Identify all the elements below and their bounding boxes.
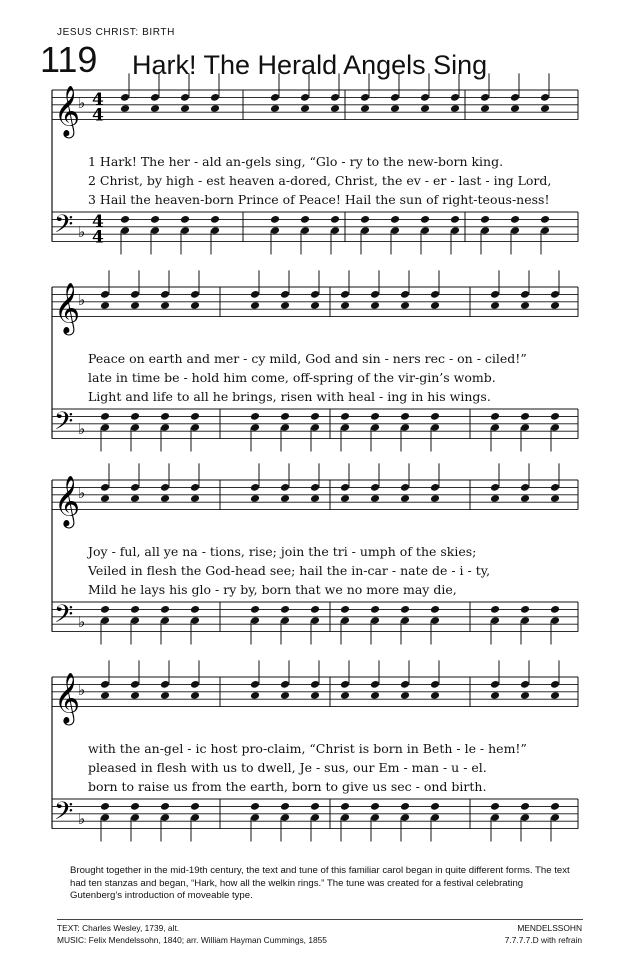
note-head	[370, 691, 380, 700]
note-head	[190, 691, 200, 700]
section-heading: JESUS CHRIST: BIRTH	[57, 27, 175, 38]
note-head	[160, 802, 170, 811]
lyric-line: Joy - ful, all ye na - tions, rise; join the tri - umph of the skies;	[88, 544, 477, 559]
note-head	[400, 605, 410, 614]
note-head	[520, 412, 530, 421]
note-head	[340, 802, 350, 811]
note-head	[490, 691, 500, 700]
note-head	[490, 412, 500, 421]
key-flat: ♭	[78, 223, 86, 242]
time-sig: 4	[92, 105, 104, 126]
tune-name: MENDELSSOHN	[517, 923, 582, 933]
note-head	[400, 691, 410, 700]
key-flat: ♭	[78, 93, 86, 112]
hymn-number: 119	[40, 39, 98, 80]
note-head	[330, 215, 340, 224]
note-head	[160, 494, 170, 503]
note-head	[520, 301, 530, 310]
note-head	[100, 605, 110, 614]
time-sig: 4	[92, 89, 104, 110]
hymn-title: Hark! The Herald Angels Sing	[132, 50, 488, 80]
note-head	[340, 301, 350, 310]
note-head	[250, 691, 260, 700]
note-head	[450, 215, 460, 224]
note-head	[130, 412, 140, 421]
credits	[57, 923, 327, 946]
note-head	[480, 104, 490, 113]
note-head	[550, 802, 560, 811]
note-head	[520, 494, 530, 503]
note-head	[550, 412, 560, 421]
note-head	[310, 691, 320, 700]
note-head	[160, 605, 170, 614]
note-head	[430, 691, 440, 700]
note-head	[400, 301, 410, 310]
note-head	[130, 691, 140, 700]
key-flat: ♭	[78, 290, 86, 309]
note-head	[100, 301, 110, 310]
note-head	[280, 494, 290, 503]
note-head	[340, 494, 350, 503]
key-flat: ♭	[78, 483, 86, 502]
note-head	[420, 104, 430, 113]
note-head	[270, 104, 280, 113]
treble-clef: 𝄞	[54, 282, 81, 334]
note-head	[400, 412, 410, 421]
note-head	[310, 802, 320, 811]
bass-clef: 𝄢	[54, 797, 74, 833]
note-head	[340, 605, 350, 614]
note-head	[130, 494, 140, 503]
note-head	[270, 215, 280, 224]
bass-clef: 𝄢	[54, 407, 74, 443]
note-head	[340, 412, 350, 421]
note-head	[490, 494, 500, 503]
lyric-line: 2 Christ, by high - est heaven a-dored, Christ, the ev - er - last - ing Lord,	[88, 173, 552, 188]
note-head	[430, 301, 440, 310]
note-head	[150, 215, 160, 224]
note-head	[490, 605, 500, 614]
note-head	[550, 301, 560, 310]
note-head	[100, 412, 110, 421]
bass-clef: 𝄢	[54, 210, 74, 246]
note-head	[310, 301, 320, 310]
meter: 7.7.7.7.D with refrain	[504, 934, 582, 945]
key-flat: ♭	[78, 680, 86, 699]
note-head	[360, 104, 370, 113]
note-head	[100, 802, 110, 811]
note-head	[100, 494, 110, 503]
note-head	[510, 104, 520, 113]
note-head	[430, 494, 440, 503]
note-head	[490, 802, 500, 811]
note-head	[160, 691, 170, 700]
note-head	[400, 494, 410, 503]
note-head	[150, 104, 160, 113]
bass-clef: 𝄢	[54, 600, 74, 636]
note-head	[280, 301, 290, 310]
time-sig: 4	[92, 211, 104, 232]
note-head	[330, 104, 340, 113]
note-head	[550, 605, 560, 614]
note-head	[370, 301, 380, 310]
note-head	[130, 802, 140, 811]
note-head	[210, 104, 220, 113]
lyric-line: Mild he lays his glo - ry by, born that we no more may die,	[88, 582, 457, 597]
music-credit: MUSIC: Felix Mendelssohn, 1840; arr. William Hayman Cummings, 1855	[57, 934, 327, 945]
lyric-line: 3 Hail the heaven-born Prince of Peace! Hail the sun of right-teous-ness!	[88, 192, 550, 207]
note-head	[430, 412, 440, 421]
note-head	[250, 301, 260, 310]
text-credit: TEXT: Charles Wesley, 1739, alt.	[57, 923, 180, 933]
note-head	[190, 494, 200, 503]
treble-clef: 𝄞	[54, 85, 81, 137]
note-head	[280, 412, 290, 421]
note-head	[160, 412, 170, 421]
note-head	[550, 691, 560, 700]
note-head	[390, 215, 400, 224]
note-head	[370, 802, 380, 811]
treble-clef: 𝄞	[54, 672, 81, 724]
note-head	[450, 104, 460, 113]
note-head	[390, 104, 400, 113]
note-head	[430, 605, 440, 614]
note-head	[550, 494, 560, 503]
lyrics-system-2	[88, 349, 527, 406]
lyric-line: Light and life to all he brings, risen with heal - ing in his wings.	[88, 389, 491, 404]
note-head	[250, 605, 260, 614]
note-head	[130, 605, 140, 614]
note-head	[190, 412, 200, 421]
note-head	[250, 802, 260, 811]
key-flat: ♭	[78, 810, 86, 829]
note-head	[160, 301, 170, 310]
footer-divider	[57, 919, 583, 920]
key-flat: ♭	[78, 420, 86, 439]
note-head	[190, 605, 200, 614]
note-head	[520, 802, 530, 811]
note-head	[420, 215, 430, 224]
time-sig: 4	[92, 227, 104, 248]
note-head	[180, 215, 190, 224]
lyric-line: with the an-gel - ic host pro-claim, “Christ is born in Beth - le - hem!”	[88, 741, 527, 756]
note-head	[540, 215, 550, 224]
note-head	[250, 494, 260, 503]
note-head	[120, 215, 130, 224]
historical-note: Brought together in the mid-19th century, the text and tune of this familiar carol began in quite different forms. The text had ten stanzas and began, “Hark, how all the welkin rings.” The tune was created for a festival celebrating Gutenberg’s introduction of moveable type.	[70, 865, 570, 901]
lyrics-system-4	[88, 739, 527, 796]
note-head	[190, 802, 200, 811]
note-head	[210, 215, 220, 224]
note-head	[180, 104, 190, 113]
note-head	[370, 412, 380, 421]
treble-clef: 𝄞	[54, 475, 81, 527]
note-head	[280, 605, 290, 614]
note-head	[250, 412, 260, 421]
note-head	[100, 691, 110, 700]
lyrics-system-3	[88, 542, 490, 599]
note-head	[280, 691, 290, 700]
lyric-line: Peace on earth and mer - cy mild, God and sin - ners rec - on - ciled!”	[88, 351, 527, 366]
note-head	[480, 215, 490, 224]
note-head	[520, 691, 530, 700]
lyric-line: born to raise us from the earth, born to give us sec - ond birth.	[88, 779, 487, 794]
note-head	[300, 215, 310, 224]
note-head	[280, 802, 290, 811]
note-head	[190, 301, 200, 310]
note-head	[510, 215, 520, 224]
tune-info	[505, 923, 582, 946]
lyric-line: 1 Hark! The her - ald an-gels sing, “Glo - ry to the new-born king.	[88, 154, 504, 169]
note-head	[310, 494, 320, 503]
key-flat: ♭	[78, 613, 86, 632]
note-head	[120, 104, 130, 113]
note-head	[490, 301, 500, 310]
note-head	[400, 802, 410, 811]
note-head	[310, 605, 320, 614]
note-head	[430, 802, 440, 811]
note-head	[300, 104, 310, 113]
lyric-line: Veiled in flesh the God-head see; hail the in-car - nate de - i - ty,	[88, 563, 491, 578]
note-head	[310, 412, 320, 421]
note-head	[540, 104, 550, 113]
note-head	[370, 605, 380, 614]
note-head	[360, 215, 370, 224]
lyrics-system-1	[88, 152, 551, 209]
lyric-line: pleased in flesh with us to dwell, Je - sus, our Em - man - u - el.	[88, 760, 487, 775]
note-head	[340, 691, 350, 700]
note-head	[520, 605, 530, 614]
note-head	[130, 301, 140, 310]
lyric-line: late in time be - hold him come, off-spring of the vir-gin’s womb.	[88, 370, 496, 385]
note-head	[370, 494, 380, 503]
